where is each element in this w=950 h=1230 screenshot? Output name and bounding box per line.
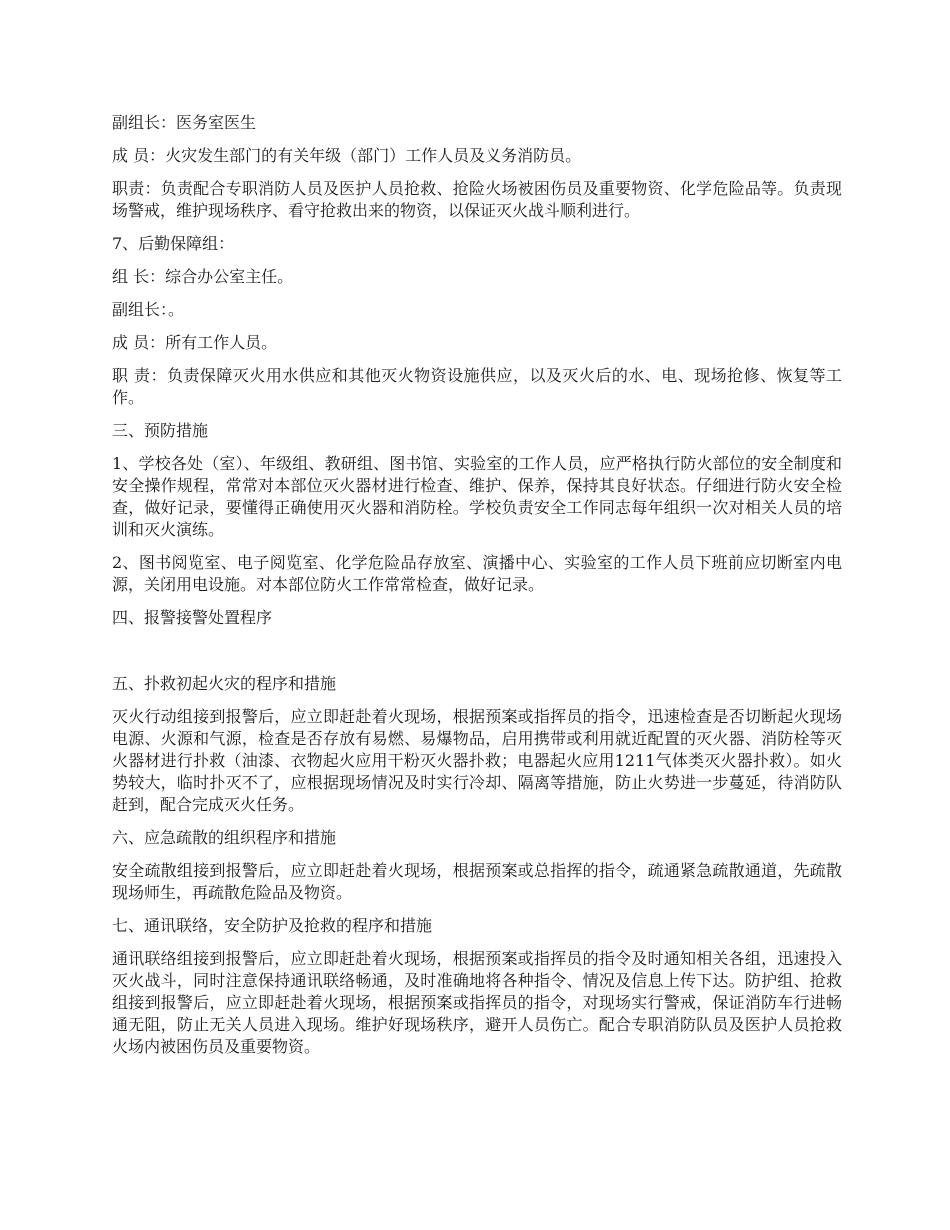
duties-paragraph: 职责：负责配合专职消防人员及医护人员抢救、抢险火场被困伤员及重要物资、化学危险品等。负责现场警戒，维护现场秩序、看守抢救出来的物资，以保证灭火战斗顺利进行。 [112, 179, 842, 220]
logistics-members-line: 成 员：所有工作人员。 [112, 333, 278, 352]
members-line: 成 员：火灾发生部门的有关年级（部门）工作人员及义务消防员。 [112, 146, 582, 165]
prevention-item-1: 1、学校各处（室）、年级组、教研组、图书馆、实验室的工作人员，应严格执行防火部位的安全制度和安全操作规程，常常对本部位灭火器材进行检查、维护、保养，保持其良好状态。仔细进行防火安全检查，做好记录，要懂得正确使用灭火器和消防栓。学校负责安全工作同志每年组织一次对相关人员的培训和灭火演练。 [112, 454, 842, 539]
section-5-heading: 五、扑救初起火灾的程序和措施 [112, 674, 337, 693]
blank-gap [112, 640, 842, 673]
logistics-leader-line: 组 长：综合办公室主任。 [112, 267, 294, 286]
section-4-heading: 四、报警接警处置程序 [112, 608, 273, 627]
prevention-item-2: 2、图书阅览室、电子阅览室、化学危险品存放室、演播中心、实验室的工作人员下班前应切断室内电源，关闭用电设施。对本部位防火工作常常检查，做好记录。 [112, 553, 842, 594]
deputy-leader-line: 副组长：医务室医生 [112, 113, 257, 132]
logistics-duties-paragraph: 职 责：负责保障灭火用水供应和其他灭火物资设施供应，以及灭火后的水、电、现场抢修、恢复等工作。 [112, 366, 842, 407]
section-7-heading: 七、通讯联络，安全防护及抢救的程序和措施 [112, 916, 433, 935]
document-page [112, 112, 842, 1069]
logistics-group-heading: 7、后勤保障组： [112, 234, 235, 253]
communication-paragraph: 通讯联络组接到报警后，应立即赶赴着火现场，根据预案或指挥员的指令及时通知相关各组，迅速投入灭火战斗，同时注意保持通讯联络畅通，及时准确地将各种指令、情况及信息上传下达。防护组、抢救组接到报警后，应立即赶赴着火现场，根据预案或指挥员的指令，对现场实行警戒，保证消防车行进畅通无阻，防止无关人员进入现场。维护好现场秩序，避开人员伤亡。配合专职消防队员及医护人员抢救火场内被困伤员及重要物资。 [112, 949, 842, 1056]
section-3-heading: 三、预防措施 [112, 421, 209, 440]
evacuation-paragraph: 安全疏散组接到报警后，应立即赶赴着火现场，根据预案或总指挥的指令，疏通紧急疏散通道，先疏散现场师生，再疏散危险品及物资。 [112, 861, 842, 902]
section-6-heading: 六、应急疏散的组织程序和措施 [112, 828, 337, 847]
logistics-deputy-line: 副组长：。 [112, 300, 185, 319]
fire-fighting-paragraph: 灭火行动组接到报警后，应立即赶赴着火现场，根据预案或指挥员的指令，迅速检查是否切断起火现场电源、火源和气源，检查是否存放有易燃、易爆物品，启用携带或利用就近配置的灭火器、消防栓等灭火器材进行扑救（油漆、衣物起火应用干粉灭火器扑救；电器起火应用1211气体类灭火器扑救）。如火势较大，临时扑灭不了，应根据现场情况及时实行冷却、隔离等措施，防止火势进一步蔓延，待消防队赶到，配合完成灭火任务。 [112, 707, 842, 814]
